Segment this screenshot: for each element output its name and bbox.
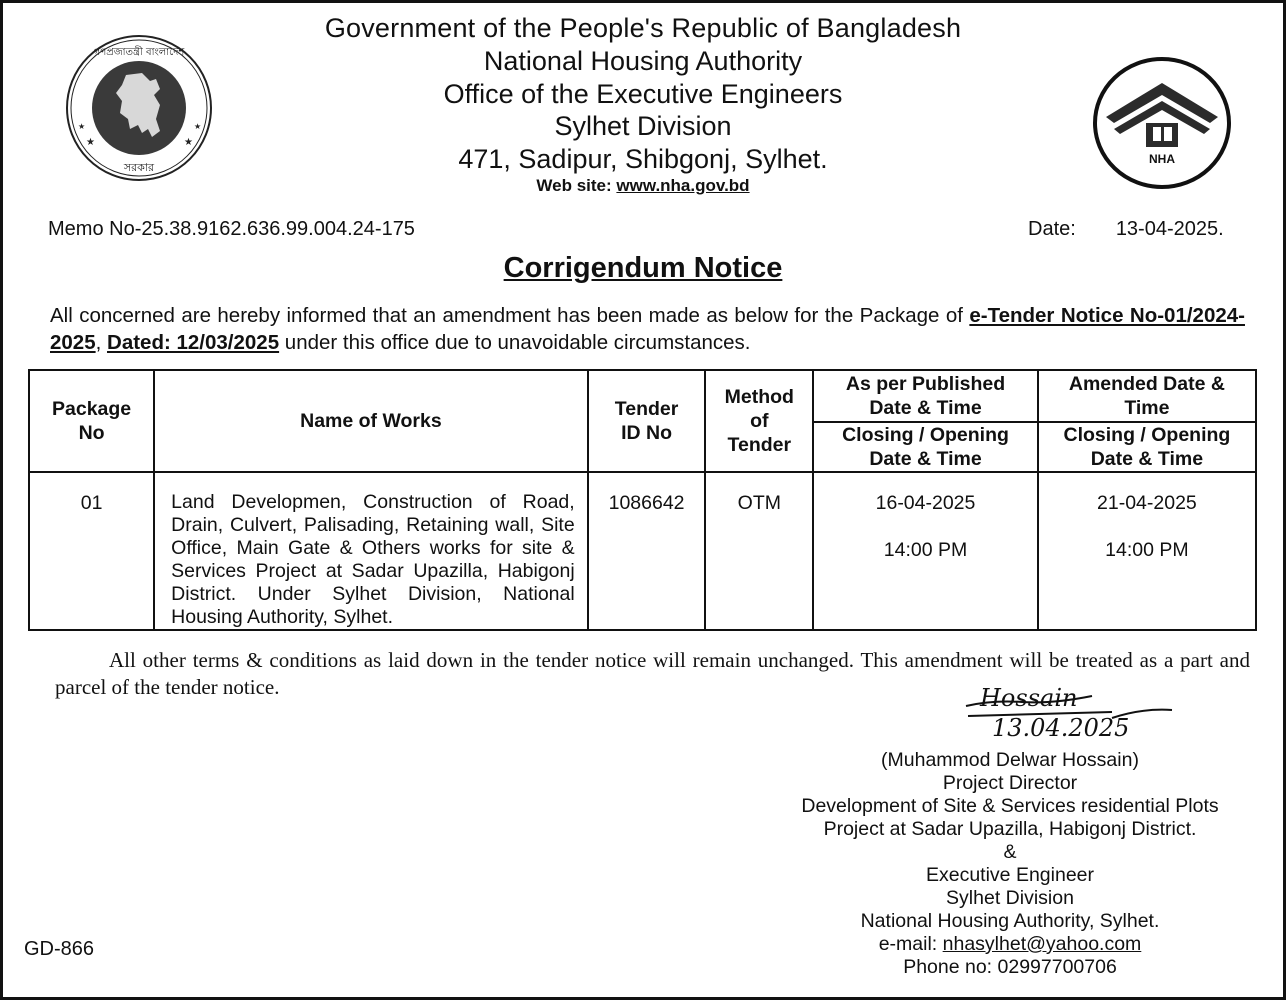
email-link[interactable]: nhasylhet@yahoo.com <box>942 933 1142 955</box>
signatory-role-2: Executive Engineer <box>925 864 1095 886</box>
header-tender-id: Tender ID No <box>588 370 706 472</box>
signatory-org: National Housing Authority, Sylhet. <box>860 910 1160 932</box>
published-date: 16-04-2025 <box>875 492 976 514</box>
header-division: Sylhet Division <box>554 111 732 141</box>
amended-date: 21-04-2025 <box>1097 492 1197 514</box>
cell-package-no: 01 <box>29 472 154 630</box>
intro-text-1: All concerned are hereby informed that an amendment has been made as below for the Package of <box>50 304 963 327</box>
tender-notice-ref: e-Tender Notice No-01/2024-2025 <box>50 304 1245 354</box>
signature-block <box>760 749 1260 979</box>
handwritten-signature <box>962 678 1177 740</box>
header-office: Office of the Executive Engineers <box>443 79 843 109</box>
intro-comma: , <box>95 331 102 354</box>
website-line <box>0 176 1286 196</box>
svg-text:★: ★ <box>78 122 86 131</box>
svg-text:সরকার: সরকার <box>123 161 155 174</box>
website-link[interactable]: www.nha.gov.bd <box>616 176 750 195</box>
svg-text:★: ★ <box>194 122 202 131</box>
header-name-of-works: Name of Works <box>154 370 588 472</box>
amended-time: 14:00 PM <box>1105 539 1189 561</box>
memo-number: Memo No-25.38.9162.636.99.004.24-175 <box>48 218 415 240</box>
svg-text:★: ★ <box>86 137 95 148</box>
signatory-role-1: Project Director <box>942 772 1078 794</box>
signatory-email-line <box>760 933 1260 956</box>
amendment-table <box>28 369 1257 631</box>
header-closing-published: Closing / Opening Date & Time <box>813 422 1038 472</box>
intro-text-2: under this office due to unavoidable circumstances. <box>284 331 751 354</box>
cell-method: OTM <box>705 472 813 630</box>
header-method-of-tender: Method of Tender <box>705 370 813 472</box>
notice-date <box>1028 218 1224 241</box>
header-address: 471, Sadipur, Shibgonj, Sylhet. <box>458 144 828 174</box>
nha-logo-text: NHA <box>1149 152 1175 166</box>
signatory-division: Sylhet Division <box>946 887 1074 909</box>
header-closing-amended: Closing / Opening Date & Time <box>1038 422 1256 472</box>
header-amended-date: Amended Date & Time <box>1038 370 1256 422</box>
header-published-date: As per Published Date & Time <box>813 370 1038 422</box>
date-value: 13-04-2025. <box>1115 218 1224 240</box>
cell-amended <box>1038 472 1256 630</box>
header-authority: National Housing Authority <box>483 46 803 76</box>
header-government: Government of the People's Republic of Bangladesh <box>324 13 962 43</box>
svg-text:★: ★ <box>184 137 193 148</box>
table-row <box>29 472 1256 630</box>
cell-name-of-works: Land Developmen, Construction of Road, Drain, Culvert, Palisading, Retaining wall, Site Office, Main Gate & Others works for site & Services Project at Sadar Upazilla, Habigonj District. Under Sylhet Division, National Housing Authority, Sylhet. <box>154 472 588 630</box>
date-label: Date: <box>1028 218 1076 240</box>
signature-name: Hossain <box>980 684 1078 712</box>
project-line-1: Development of Site & Services residential Plots <box>801 795 1219 817</box>
cell-tender-id: 1086642 <box>588 472 706 630</box>
published-time: 14:00 PM <box>883 539 968 561</box>
footer-code: GD-866 <box>24 938 95 960</box>
project-line-2: Project at Sadar Upazilla, Habigonj District. <box>823 818 1197 840</box>
signatory-name: (Muhammod Delwar Hossain) <box>881 749 1139 771</box>
cell-published <box>813 472 1038 630</box>
svg-text:গণপ্রজাতন্ত্রী বাংলাদেশ: গণপ্রজাতন্ত্রী বাংলাদেশ <box>93 47 185 58</box>
signatory-phone: Phone no: 02997700706 <box>903 956 1117 978</box>
email-label: e-mail: <box>878 933 938 955</box>
signature-date: 13.04.2025 <box>992 714 1130 740</box>
website-label: Web site: <box>536 176 612 195</box>
header-package-no: Package No <box>29 370 154 472</box>
intro-paragraph <box>50 302 1245 356</box>
signature-ampersand: & <box>1003 841 1017 863</box>
terms-paragraph: All other terms & conditions as laid down in the tender notice will remain unchanged. This amendment will be treated as a part and parcel of the tender notice. <box>55 648 1250 699</box>
page-title: Corrigendum Notice <box>503 252 783 284</box>
tender-dated-ref: Dated: 12/03/2025 <box>107 331 280 354</box>
